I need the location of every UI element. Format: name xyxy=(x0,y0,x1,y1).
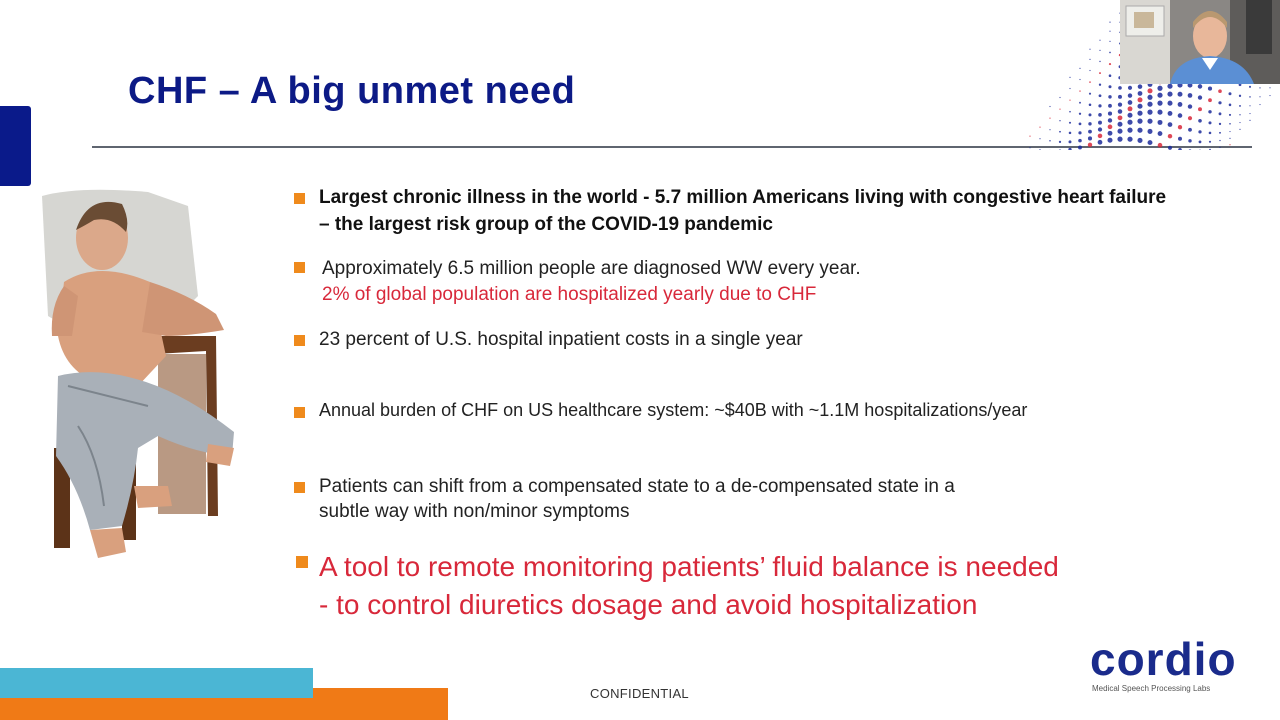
halftone-dot xyxy=(1128,106,1133,111)
halftone-dot xyxy=(1137,111,1142,116)
halftone-dot xyxy=(1147,110,1152,115)
halftone-dot xyxy=(1099,61,1100,62)
halftone-dot xyxy=(1099,94,1102,97)
bullet-text: – the largest risk group of the COVID-19 pandemic xyxy=(319,214,773,235)
halftone-dot xyxy=(1088,130,1092,134)
halftone-dot xyxy=(1099,50,1100,51)
halftone-dot xyxy=(1188,139,1191,142)
halftone-dot xyxy=(1098,127,1102,131)
halftone-dot xyxy=(1039,149,1040,150)
halftone-dot xyxy=(1167,101,1172,106)
halftone-dot xyxy=(1118,95,1122,99)
halftone-dot xyxy=(1168,122,1173,127)
halftone-dot xyxy=(1219,140,1220,141)
halftone-dot xyxy=(1208,87,1212,91)
halftone-dot xyxy=(1218,101,1221,104)
bullet-square-icon xyxy=(296,556,308,568)
halftone-dot xyxy=(1118,122,1123,127)
halftone-dot xyxy=(1089,103,1092,106)
halftone-dot xyxy=(1219,123,1221,125)
halftone-dot xyxy=(1108,104,1112,108)
halftone-dot xyxy=(1209,149,1211,150)
halftone-dot xyxy=(1068,148,1071,150)
halftone-dot xyxy=(1029,147,1030,148)
halftone-dot xyxy=(1239,95,1241,97)
halftone-dot xyxy=(1128,86,1132,90)
bullet-square-icon xyxy=(294,482,305,493)
left-accent-tab xyxy=(0,106,31,186)
halftone-dot xyxy=(1079,79,1080,80)
halftone-dot xyxy=(1069,100,1070,101)
halftone-dot xyxy=(1167,92,1172,97)
halftone-dot xyxy=(1069,88,1070,89)
halftone-dot xyxy=(1198,84,1203,89)
halftone-dot xyxy=(1208,121,1211,124)
halftone-dot xyxy=(1178,148,1182,150)
halftone-dot xyxy=(1208,110,1211,113)
halftone-dot xyxy=(1229,92,1232,95)
halftone-dot xyxy=(1249,86,1251,88)
bullet-square-icon xyxy=(294,262,305,273)
halftone-dot xyxy=(1259,96,1260,97)
bullet-text: Approximately 6.5 million people are diagnosed WW every year. xyxy=(322,258,861,279)
bullet-text: Annual burden of CHF on US healthcare system: ~$40B with ~1.1M hospitalizations/year xyxy=(319,400,1028,420)
halftone-dot xyxy=(1219,147,1220,148)
halftone-dot xyxy=(1147,88,1152,93)
halftone-dot xyxy=(1208,98,1212,102)
halftone-dot xyxy=(1088,122,1091,125)
halftone-dot xyxy=(1128,100,1133,105)
halftone-dot xyxy=(1157,101,1162,106)
halftone-dot xyxy=(1109,31,1110,32)
halftone-dot xyxy=(1198,119,1202,123)
halftone-dot xyxy=(1198,95,1202,99)
halftone-dot xyxy=(1079,102,1081,104)
halftone-dot xyxy=(1107,138,1112,143)
halftone-dot xyxy=(1198,130,1201,133)
halftone-dot xyxy=(1239,122,1240,123)
halftone-dot xyxy=(1178,92,1183,97)
halftone-dot xyxy=(1137,119,1142,124)
halftone-dot xyxy=(1069,77,1070,78)
halftone-dot xyxy=(1249,105,1250,106)
halftone-dot xyxy=(1209,132,1212,135)
halftone-dot xyxy=(1109,63,1111,65)
halftone-dot xyxy=(1147,129,1152,134)
halftone-dot xyxy=(1198,107,1202,111)
halftone-dot xyxy=(1137,104,1142,109)
halftone-dot xyxy=(1157,110,1162,115)
halftone-dot xyxy=(1167,84,1172,89)
halftone-dot xyxy=(1098,134,1103,139)
halftone-dot xyxy=(1188,116,1192,120)
halftone-dot xyxy=(1138,84,1143,89)
halftone-dot xyxy=(1229,114,1231,116)
halftone-dot xyxy=(1088,143,1092,147)
halftone-dot xyxy=(1108,85,1111,88)
halftone-dot xyxy=(1229,123,1231,125)
halftone-dot xyxy=(1147,95,1152,100)
webcam-frame xyxy=(1120,0,1280,84)
bullet-square-icon xyxy=(294,335,305,346)
halftone-dot xyxy=(1127,113,1132,118)
halftone-dot xyxy=(1059,97,1060,98)
halftone-dot xyxy=(1157,93,1162,98)
bullet-square-icon xyxy=(294,193,305,204)
halftone-dot xyxy=(1078,131,1081,134)
bullet-highlight-text: A tool to remote monitoring patients’ fluid balance is needed xyxy=(319,551,1059,582)
halftone-dot xyxy=(1069,140,1072,143)
halftone-dot xyxy=(1059,141,1061,143)
cordio-logo: cordio xyxy=(1090,633,1237,685)
halftone-dot xyxy=(1137,138,1142,143)
halftone-dot xyxy=(1108,118,1112,122)
halftone-dot xyxy=(1089,113,1092,116)
presenter-webcam-video xyxy=(1120,0,1280,84)
bullet-text: 23 percent of U.S. hospital inpatient costs in a single year xyxy=(319,329,803,350)
halftone-dot xyxy=(1089,81,1091,83)
bullet-square-icon xyxy=(294,407,305,418)
halftone-dot xyxy=(1218,89,1222,93)
halftone-dot xyxy=(1127,128,1132,133)
halftone-dot xyxy=(1059,109,1060,110)
halftone-dot xyxy=(1168,146,1172,150)
halftone-dot xyxy=(1249,96,1251,98)
halftone-dot xyxy=(1178,137,1182,141)
halftone-dot xyxy=(1069,122,1071,124)
halftone-dot xyxy=(1109,22,1110,23)
halftone-dot xyxy=(1109,52,1111,54)
halftone-dot xyxy=(1138,97,1143,102)
bullet-text: subtle way with non/minor symptoms xyxy=(319,501,630,522)
bullet-highlight-text: 2% of global population are hospitalized yearly due to CHF xyxy=(322,284,817,305)
halftone-dot xyxy=(1239,114,1240,115)
halftone-dot xyxy=(1249,113,1250,114)
halftone-dot xyxy=(1069,111,1071,113)
halftone-dot xyxy=(1178,102,1183,107)
halftone-dot xyxy=(1039,127,1040,128)
halftone-dot xyxy=(1098,104,1101,107)
halftone-dot xyxy=(1078,139,1082,143)
halftone-dot xyxy=(1158,143,1163,148)
halftone-dot xyxy=(1079,68,1080,69)
halftone-dot xyxy=(1229,144,1230,145)
halftone-dot xyxy=(1079,113,1081,115)
halftone-dot xyxy=(1118,102,1122,106)
halftone-dot xyxy=(1147,119,1152,124)
halftone-dot xyxy=(1259,104,1260,105)
halftone-dot xyxy=(1229,131,1230,132)
halftone-dot xyxy=(1128,93,1132,97)
halftone-dot xyxy=(1059,120,1060,121)
slide-title: CHF – A big unmet need xyxy=(128,70,576,112)
halftone-dot xyxy=(1098,113,1102,117)
halftone-dot xyxy=(1069,132,1072,135)
halftone-dot xyxy=(1259,87,1260,88)
halftone-dot xyxy=(1099,84,1101,86)
man-sitting-on-chair-illustration xyxy=(38,186,243,590)
logo-tagline: Medical Speech Processing Labs xyxy=(1092,684,1211,693)
halftone-dot xyxy=(1098,121,1102,125)
halftone-dot xyxy=(1079,122,1082,125)
halftone-dot xyxy=(1138,91,1143,96)
halftone-dot xyxy=(1127,120,1132,125)
halftone-dot xyxy=(1188,128,1192,132)
halftone-dot xyxy=(1199,140,1202,143)
bullet-highlight-text: - to control diuretics dosage and avoid hospitalization xyxy=(319,589,978,620)
halftone-dot xyxy=(1049,118,1050,119)
halftone-dot xyxy=(1188,93,1193,98)
halftone-dot xyxy=(1109,41,1110,42)
halftone-dot xyxy=(1118,115,1123,120)
halftone-dot xyxy=(1108,131,1113,136)
halftone-dot xyxy=(1099,40,1100,41)
halftone-dot xyxy=(1269,95,1270,96)
halftone-dot xyxy=(1178,113,1183,118)
halftone-dot xyxy=(1079,90,1080,91)
halftone-dot xyxy=(1059,131,1061,133)
halftone-dot xyxy=(1029,136,1030,137)
halftone-dot xyxy=(1178,125,1182,129)
halftone-dot xyxy=(1269,87,1270,88)
halftone-dot xyxy=(1108,112,1112,116)
halftone-dot xyxy=(1209,141,1211,143)
halftone-dot xyxy=(1168,134,1172,138)
halftone-dot xyxy=(1049,140,1051,142)
halftone-dot xyxy=(1118,86,1122,90)
halftone-dot xyxy=(1239,129,1240,130)
footer-teal-bar xyxy=(0,668,313,698)
halftone-dot xyxy=(1118,109,1123,114)
bullet-text: Largest chronic illness in the world - 5.7 million Americans living with congestive heart failure xyxy=(319,187,1167,208)
halftone-dot xyxy=(1117,129,1122,134)
halftone-dot xyxy=(1089,59,1090,60)
bullet-text: Patients can shift from a compensated state to a de-compensated state in a xyxy=(319,476,955,497)
halftone-dot xyxy=(1108,95,1111,98)
halftone-dot xyxy=(1229,138,1230,139)
halftone-dot xyxy=(1229,104,1232,107)
halftone-dot xyxy=(1109,74,1112,77)
halftone-dot xyxy=(1108,125,1113,130)
halftone-dot xyxy=(1158,131,1163,136)
halftone-dot xyxy=(1148,140,1153,145)
halftone-dot xyxy=(1127,137,1132,142)
halftone-dot xyxy=(1219,112,1222,115)
halftone-dot xyxy=(1078,146,1082,150)
halftone-dot xyxy=(1157,86,1162,91)
halftone-dot xyxy=(1088,136,1092,140)
halftone-dot xyxy=(1089,70,1090,71)
confidential-label: CONFIDENTIAL xyxy=(590,686,689,701)
halftone-dot xyxy=(1049,129,1050,130)
halftone-dot xyxy=(1158,120,1163,125)
halftone-dot xyxy=(1188,104,1192,108)
halftone-dot xyxy=(1239,105,1241,107)
halftone-dot xyxy=(1089,93,1091,95)
halftone-dot xyxy=(1219,132,1221,134)
halftone-dot xyxy=(1089,49,1090,50)
halftone-dot xyxy=(1147,102,1152,107)
halftone-dot xyxy=(1039,138,1040,139)
halftone-dot xyxy=(1249,120,1250,121)
halftone-dot xyxy=(1059,149,1062,150)
halftone-dot xyxy=(1168,111,1173,116)
halftone-dot xyxy=(1137,128,1142,133)
halftone-dot xyxy=(1188,149,1191,150)
halftone-dot xyxy=(1049,106,1050,107)
halftone-dot xyxy=(1099,72,1101,74)
halftone-dot xyxy=(1098,140,1103,145)
halftone-dot xyxy=(1117,137,1122,142)
